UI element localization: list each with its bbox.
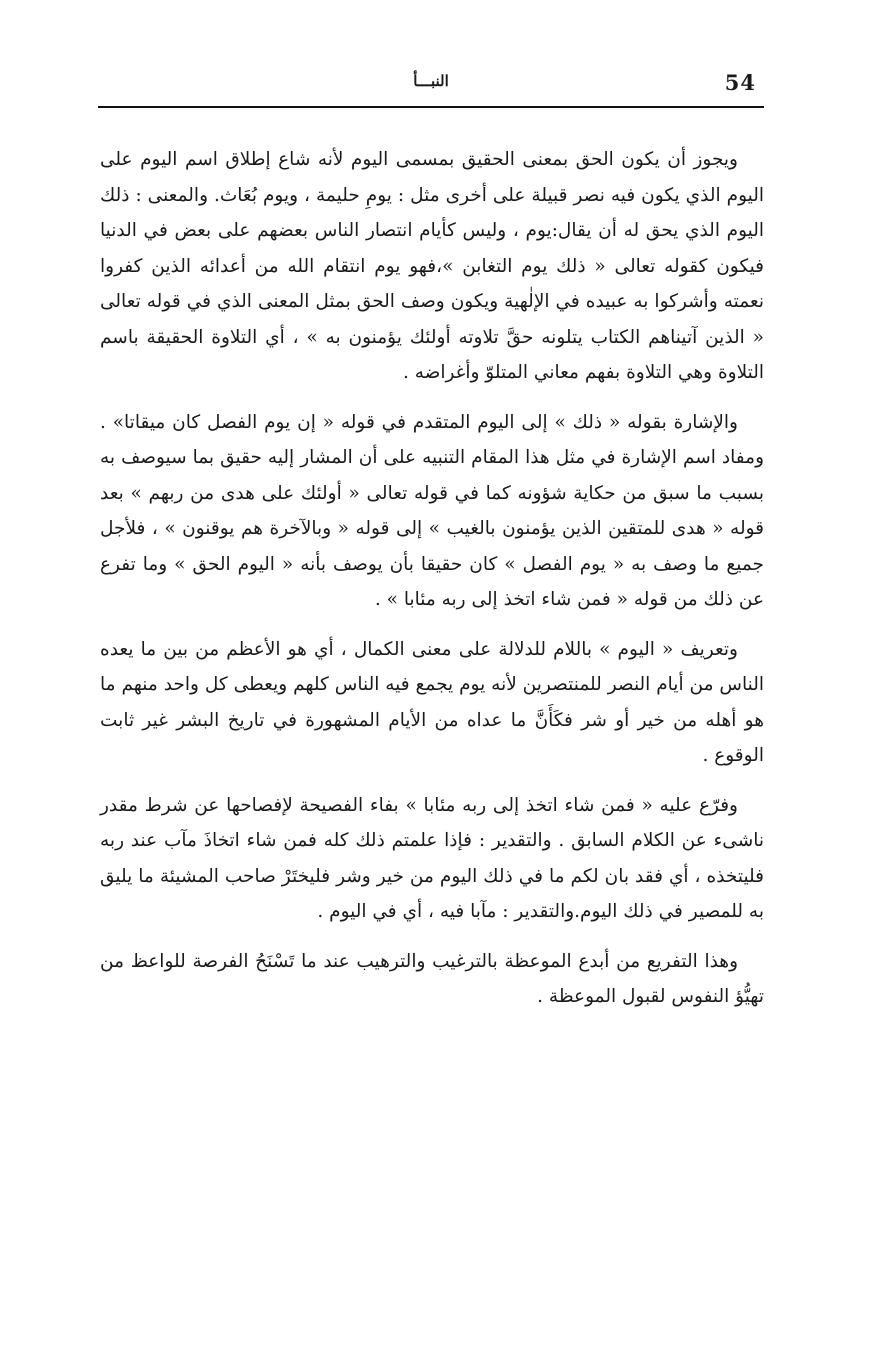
page-body — [100, 142, 764, 1029]
page-header — [98, 62, 764, 108]
paragraph-2: والإشارة بقوله « ذلك » إلى اليوم المتقدم في قوله « إن يوم الفصل كان ميقاتا» . ومفاد اسم الإشارة في مثل هذا المقام التنبيه على أن المشار إليه حقيق بما سيوصف به بسبب ما سبق من حكاية شؤونه كما في قوله تعالى « أولئك على هدى من ربهم » بعد قوله « هدى للمتقين الذين يؤمنون بالغيب » إلى قوله « وبالآخرة هم يوقنون » ، فلأجل جميع ما وصف به « يوم الفصل » كان حقيقا بأن يوصف بأنه « اليوم الحق » وما تفرع عن ذلك من قوله « فمن شاء اتخذ إلى ربه مئابا » . — [100, 411, 764, 610]
paragraph-5: وهذا التفريع من أبدع الموعظة بالترغيب والترهيب عند ما تَسْنَحُ الفرصة للواعظ من تهيُّؤ النفوس لقبول الموعظة . — [100, 950, 764, 1007]
paragraph-4: وفرّع عليه « فمن شاء اتخذ إلى ربه مئابا » بفاء الفصيحة لإفصاحها عن شرط مقدر ناشىء عن الكلام السابق . والتقدير : فإذا علمتم ذلك كله فمن شاء اتخاذَ مآب عند ربه فليتخذه ، أي فقد بان لكم ما في ذلك اليوم من خير وشر فليختَرْ صاحب المشيئة ما يليق به للمصير في ذلك اليوم.والتقدير : مآبا فيه ، أي في اليوم . — [100, 794, 764, 922]
paragraph-1: ويجوز أن يكون الحق بمعنى الحقيق بمسمى اليوم لأنه شاع إطلاق اسم اليوم على اليوم الذي يكون فيه نصر قبيلة على أخرى مثل : يومِ حليمة ، ويوم بُعَاث. والمعنى : ذلك اليوم الذي يحق له أن يقال:يوم ، وليس كأيام انتصار الناس بعضهم على بعض في الدنيا فيكون كقوله تعالى « ذلك يوم التغابن »،فهو يوم انتقام الله من أعدائه الذين كفروا نعمته وأشركوا به عبيده في الإلٰهية ويكون وصف الحق بمثل المعنى الذي في قوله تعالى « الذين آتيناهم الكتاب يتلونه حقَّ تلاوته أولئك يؤمنون به » ، أي التلاوة الحقيقة باسم التلاوة وهي التلاوة بفهم معاني المتلوّ وأغراضه . — [100, 149, 764, 383]
page-number: 54 — [724, 70, 756, 95]
paragraph-3: وتعريف « اليوم » باللام للدلالة على معنى الكمال ، أي هو الأعظم من بين ما يعده الناس من أيام النصر للمنتصرين لأنه يوم يجمع فيه الناس كلهم ويعطى كل واحد منهم ما هو أهله من خير أو شر فكَأَنَّ ما عداه من الأيام المشهورة في تاريخ البشر غير ثابت الوقوع . — [100, 638, 764, 766]
running-title: النبـــأ — [413, 72, 449, 90]
